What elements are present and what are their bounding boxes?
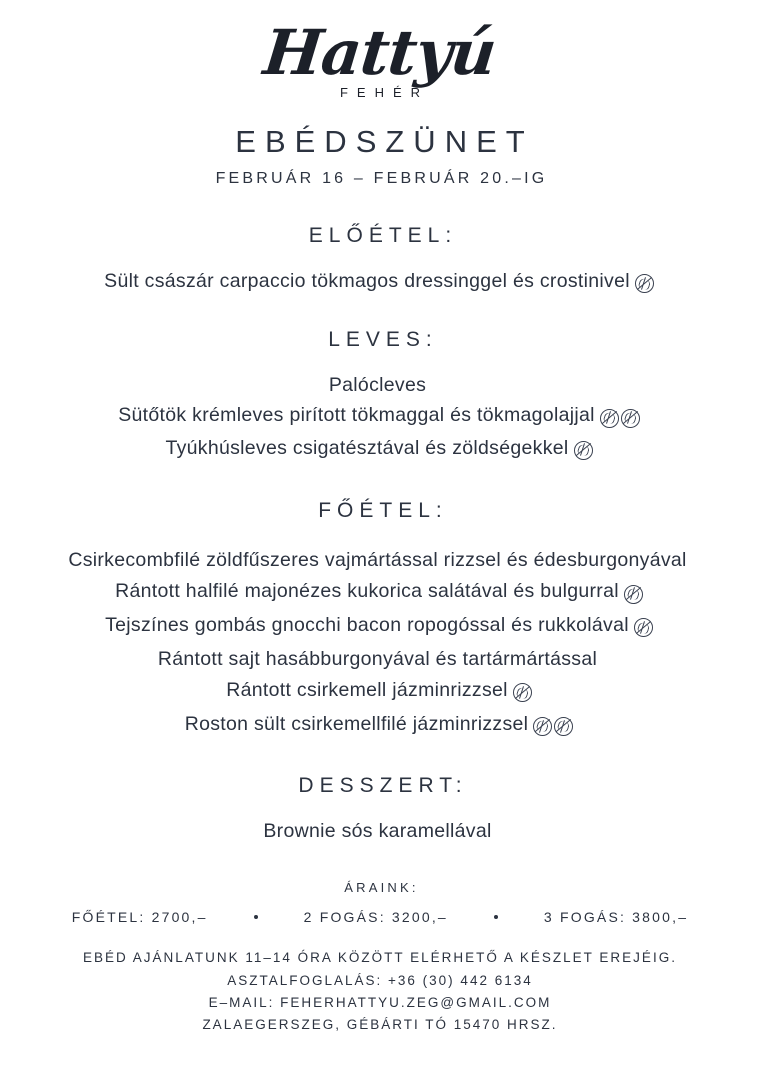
section-items (20, 370, 740, 465)
allergen-icons (533, 711, 575, 743)
price-item-main: FŐÉTEL: 2700,– (71, 909, 208, 926)
section-leves (20, 328, 740, 465)
footer-line-email: E–MAIL: FEHERHATTYU.ZEG@GMAIL.COM (208, 994, 552, 1010)
menu-item (20, 709, 740, 743)
menu-item (20, 644, 740, 676)
menu-item-text: Rántott halfilé majonézes kukorica salátával és bulgurral (115, 580, 619, 603)
grain-free-icon (635, 274, 654, 293)
grain-free-icon (574, 441, 593, 460)
menu-item-text: Sütőtök krémleves pirított tökmaggal és tökmagolajjal (118, 404, 595, 427)
menu-item (20, 610, 740, 644)
menu-item-text: Tyúkhúsleves csigatésztával és zöldségekkel (165, 436, 569, 459)
menu-item-text: Tejszínes gombás gnocchi bacon ropogóssal és rukkolával (105, 613, 629, 636)
menu-item-text: Brownie sós karamellával (263, 820, 492, 843)
grain-free-icon (624, 585, 643, 604)
menu-item-text: Rántott sajt hasábburgonyával és tartármártással (157, 647, 598, 670)
section-foetel (20, 499, 740, 742)
grain-free-icon (634, 618, 653, 637)
section-eloetel (20, 224, 740, 298)
menu-item-text: Rántott csirkemell jázminrizzsel (226, 679, 508, 702)
date-range: FEBRUÁR 16 – FEBRUÁR 20.–IG (215, 169, 548, 187)
allergen-icons (513, 677, 534, 709)
section-items (20, 545, 740, 742)
section-title: DESSZERT: (298, 774, 468, 798)
price-item-three-course: 3 FOGÁS: 3800,– (543, 909, 689, 926)
section-title: FŐÉTEL: (318, 498, 448, 522)
allergen-icons (600, 402, 642, 432)
allergen-icons (634, 612, 655, 644)
menu-item-text: Roston sült csirkemellfilé jázminrizzsel (184, 712, 529, 735)
menu-item (20, 576, 740, 610)
section-desszert (20, 774, 740, 846)
allergen-icons (635, 268, 656, 298)
menu-item (20, 675, 740, 709)
brand-logo (260, 16, 500, 100)
menu-item-text: Sült császár carpaccio tökmagos dressinggel és crostinivel (104, 269, 630, 292)
prices-block (20, 880, 740, 925)
menu-item (20, 816, 740, 846)
dot-separator-icon (494, 915, 498, 919)
footer-info (83, 947, 677, 1036)
grain-free-icon (621, 409, 640, 428)
dot-separator-icon (254, 915, 258, 919)
prices-row (20, 909, 740, 925)
menu-item (20, 545, 740, 577)
section-items (20, 816, 740, 846)
grain-free-icon (513, 683, 532, 702)
prices-label: ÁRAINK: (344, 880, 419, 896)
menu-item (20, 400, 740, 432)
allergen-icons (574, 435, 595, 465)
page-title: EBÉDSZÜNET (235, 123, 534, 159)
section-items (20, 266, 740, 298)
menu-item-text: Palócleves (328, 374, 427, 397)
allergen-icons (624, 578, 645, 610)
footer-line-address: ZALAEGERSZEG, GÉBÁRTI TÓ 15470 HRSZ. (202, 1017, 558, 1033)
footer-line-availability: EBÉD AJÁNLATUNK 11–14 ÓRA KÖZÖTT ELÉRHETŐ A KÉSZLET EREJÉIG. (83, 950, 677, 966)
menu-item (20, 370, 740, 400)
menu-item (20, 266, 740, 298)
logo-script-text: Hattyú (260, 16, 500, 89)
menu-item-text: Csirkecombfilé zöldfűszeres vajmártással rizzsel és édesburgonyával (68, 548, 687, 571)
menu-item (20, 433, 740, 465)
footer-line-phone: ASZTALFOGLALÁS: +36 (30) 442 6134 (227, 972, 533, 988)
grain-free-icon (533, 717, 552, 736)
logo-sub-text: FEHÉR (339, 84, 430, 100)
grain-free-icon (600, 409, 619, 428)
section-title: ELŐÉTEL: (308, 223, 458, 247)
grain-free-icon (554, 717, 573, 736)
section-title: LEVES: (328, 328, 438, 352)
price-item-two-course: 2 FOGÁS: 3200,– (303, 909, 448, 926)
